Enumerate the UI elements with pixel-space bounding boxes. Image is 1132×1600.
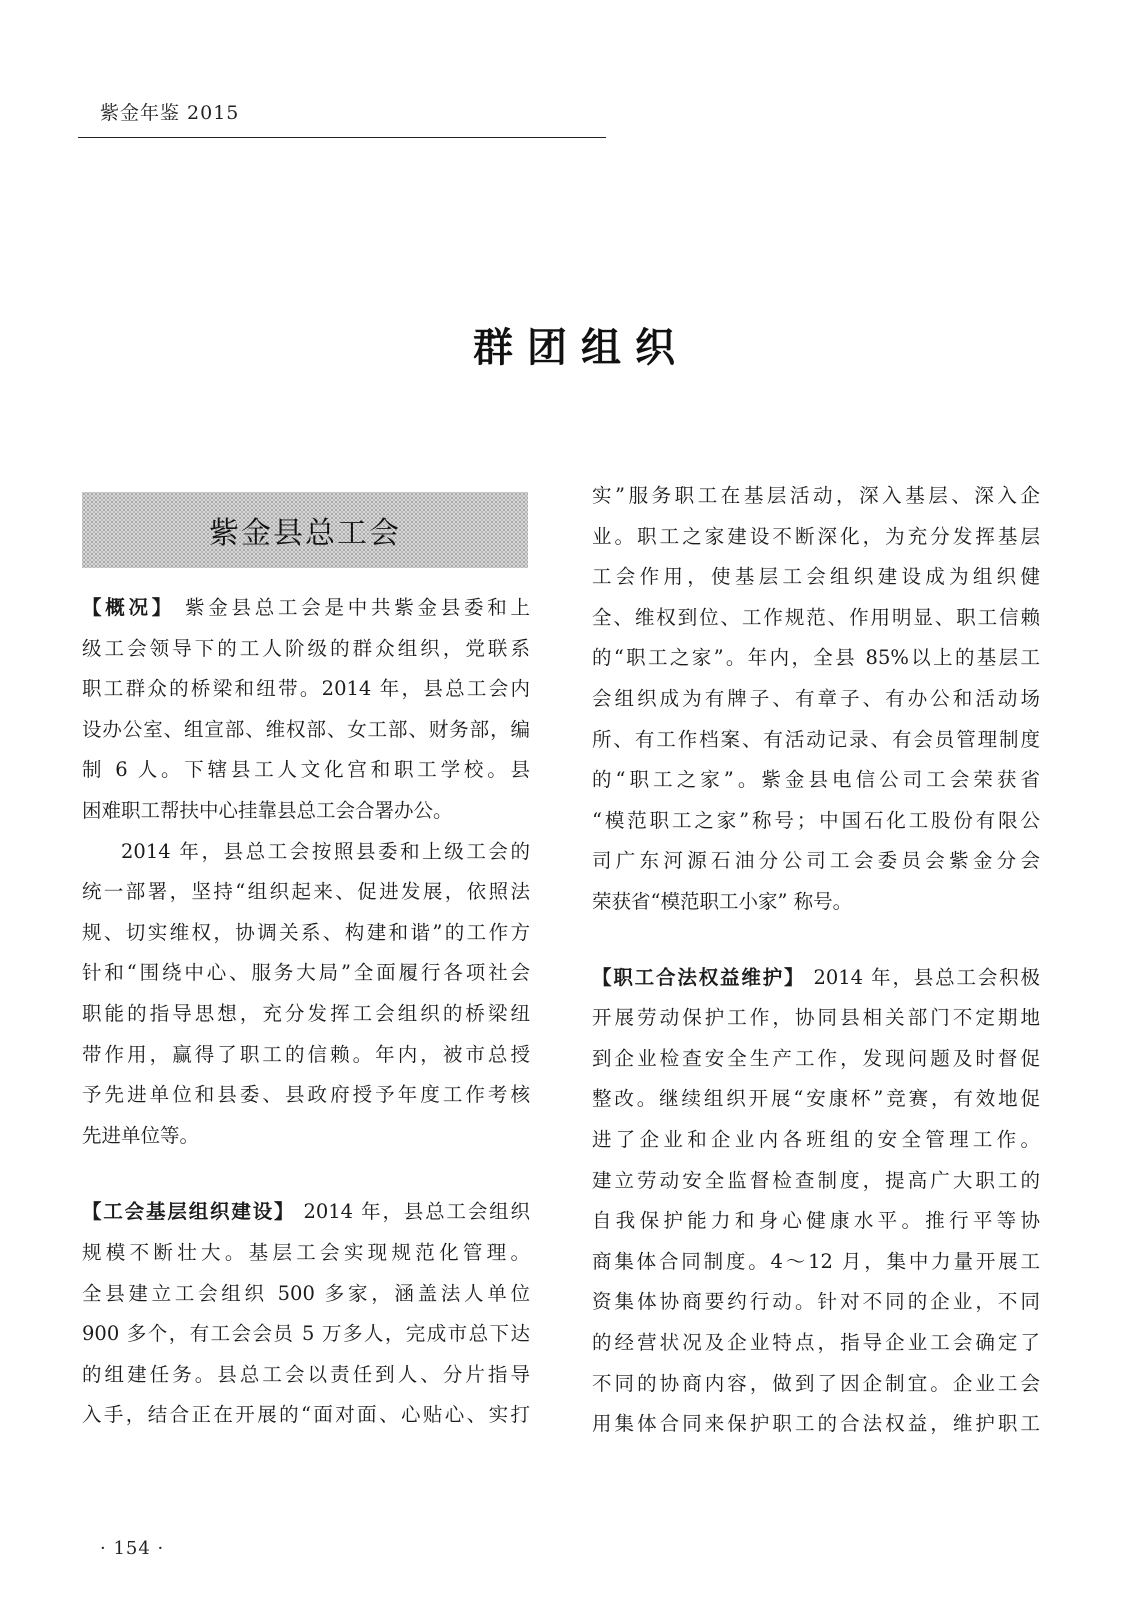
paragraph-text: 实”服务职工在基层活动，深入基层、深入企 (592, 484, 1040, 507)
paragraph-heading: 【职工合法权益维护】 (592, 965, 806, 989)
paragraph-text: 级工会领导下的工人阶级的群众组织，党联系 (82, 636, 530, 660)
paragraph-text: 职能的指导思想，充分发挥工会组织的桥梁纽 (82, 1002, 530, 1025)
text-line (82, 913, 530, 953)
paragraph-text: 整改。继续组织开展“安康杯”竞赛，有效地促 (592, 1087, 1040, 1111)
paragraph-text: 规模不断壮大。基层工会实现规范化管理。 (82, 1241, 530, 1264)
text-line (592, 1282, 1040, 1322)
text-line (82, 1395, 530, 1435)
paragraph-text: 的“职工之家”。年内，全县 85%以上的基层工 (592, 646, 1040, 670)
text-line (592, 638, 1040, 678)
text-line (592, 801, 1040, 841)
text-line (592, 679, 1040, 719)
text-line (592, 1323, 1040, 1363)
paragraph-text: 设办公室、组宣部、维权部、女工部、财务部，编 (82, 717, 530, 741)
text-line (592, 720, 1040, 760)
text-line (82, 1192, 530, 1232)
text-line (592, 1161, 1040, 1201)
paragraph-text: 制 6 人。下辖县工人文化宫和职工学校。县 (82, 758, 530, 782)
header-rule (78, 137, 606, 138)
text-line (82, 1233, 530, 1273)
paragraph-text: 带作用，赢得了职工的信赖。年内，被市总授 (82, 1042, 530, 1066)
text-line (592, 1242, 1040, 1282)
paragraph-text: 进了企业和企业内各班组的安全管理工作。 (592, 1128, 1040, 1151)
text-line (592, 1201, 1040, 1241)
text-line (592, 1120, 1040, 1160)
paragraph-text: 的经营状况及企业特点，指导企业工会确定了 (592, 1331, 1040, 1354)
paragraph-heading: 【概况】 (82, 596, 176, 619)
text-line (82, 872, 530, 912)
paragraph-text: 900 多个，有工会会员 5 万多人，完成市总下达 (82, 1322, 530, 1346)
paragraph-text: 商集体合同制度。4～12 月，集中力量开展工 (592, 1249, 1040, 1273)
text-line (592, 1039, 1040, 1079)
text-line (82, 669, 530, 709)
text-line (82, 710, 530, 750)
page-number: · 154 · (100, 1538, 165, 1559)
paragraph-text: 2014 年，县总工会积极 (813, 965, 1040, 989)
paragraph-text: 统一部署，坚持“组织起来、促进发展，依照法 (82, 880, 530, 904)
text-line (82, 750, 530, 790)
paragraph-text: 困难职工帮扶中心挂靠县总工会合署办公。 (82, 799, 453, 822)
text-line (82, 832, 530, 872)
paragraph-text: 入手，结合正在开展的“面对面、心贴心、实打 (82, 1403, 530, 1427)
paragraph-text: 资集体协商要约行动。针对不同的企业，不同 (592, 1290, 1040, 1314)
paragraph-heading: 【工会基层组织建设】 (82, 1200, 296, 1224)
text-line (82, 1274, 530, 1314)
text-line (592, 598, 1040, 638)
text-line (82, 1035, 530, 1075)
paragraph-text: 规、切实维权，协调关系、构建和谐”的工作方 (82, 920, 530, 944)
paragraph-text: “模范职工之家”称号；中国石化工股份有限公 (592, 808, 1040, 832)
paragraph-text: 2014 年，县总工会组织 (303, 1200, 530, 1224)
text-line (592, 998, 1040, 1038)
section-title: 紫金县总工会 (209, 516, 401, 551)
paragraph-text: 司广东河源石油分公司工会委员会紫金分会 (592, 849, 1040, 873)
text-line (592, 476, 1040, 516)
paragraph-text: 的组建任务。县总工会以责任到人、分片指导 (82, 1362, 530, 1386)
text-line (82, 588, 530, 628)
paragraph-text: 自我保护能力和身心健康水平。推行平等协 (592, 1209, 1040, 1233)
text-line (82, 1314, 530, 1354)
paragraph-text: 2014 年，县总工会按照县委和上级工会的 (121, 839, 530, 863)
text-line (592, 958, 1040, 998)
paragraph-text: 到企业检查安全生产工作，发现问题及时督促 (592, 1046, 1040, 1070)
text-line (592, 882, 1040, 922)
paragraph-text: 开展劳动保护工作，协同县相关部门不定期地 (592, 1006, 1040, 1030)
paragraph-text: 用集体合同来保护职工的合法权益，维护职工 (592, 1412, 1040, 1436)
text-line (592, 517, 1040, 557)
paragraph-text: 建立劳动安全监督检查制度，提高广大职工的 (592, 1168, 1040, 1192)
text-line (592, 841, 1040, 881)
paragraph-text: 全、维权到位、工作规范、作用明显、职工信赖 (592, 605, 1040, 629)
text-line (592, 557, 1040, 597)
paragraph-text: 针和“围绕中心、服务大局”全面履行各项社会 (82, 961, 530, 985)
text-line (82, 1075, 530, 1115)
paragraph-text: 所、有工作档案、有活动记录、有会员管理制度 (592, 727, 1040, 751)
paragraph-text: 不同的协商内容，做到了因企制宜。企业工会 (592, 1371, 1040, 1395)
paragraph-text: 予先进单位和县委、县政府授予年度工作考核 (82, 1083, 530, 1107)
paragraph-text: 业。职工之家建设不断深化，为充分发挥基层 (592, 524, 1040, 548)
paragraph-text: 先进单位等。 (82, 1123, 200, 1147)
text-line (82, 1116, 530, 1156)
paragraph-text: 的“职工之家”。紫金县电信公司工会荣获省 (592, 768, 1040, 792)
text-line (82, 994, 530, 1034)
section-banner (82, 492, 528, 568)
text-line (82, 1355, 530, 1395)
text-line (592, 1364, 1040, 1404)
paragraph-text: 职工群众的桥梁和纽带。2014 年，县总工会内 (82, 677, 530, 701)
running-header: 紫金年鉴 2015 (100, 102, 240, 124)
text-line (82, 953, 530, 993)
paragraph-text: 全县建立工会组织 500 多家，涵盖法人单位 (82, 1281, 530, 1305)
paragraph-text: 紫金县总工会是中共紫金县委和上 (184, 596, 530, 619)
text-line (592, 760, 1040, 800)
text-line (592, 1079, 1040, 1119)
paragraph-text: 工会作用，使基层工会组织建设成为组织健 (592, 565, 1040, 589)
text-line (592, 1404, 1040, 1444)
text-line (82, 629, 530, 669)
text-line (82, 791, 530, 831)
paragraph-text: 荣获省“模范职工小家” 称号。 (592, 890, 853, 913)
chapter-title: 群团组织 (473, 325, 689, 371)
paragraph-text: 会组织成为有牌子、有章子、有办公和活动场 (592, 687, 1040, 710)
